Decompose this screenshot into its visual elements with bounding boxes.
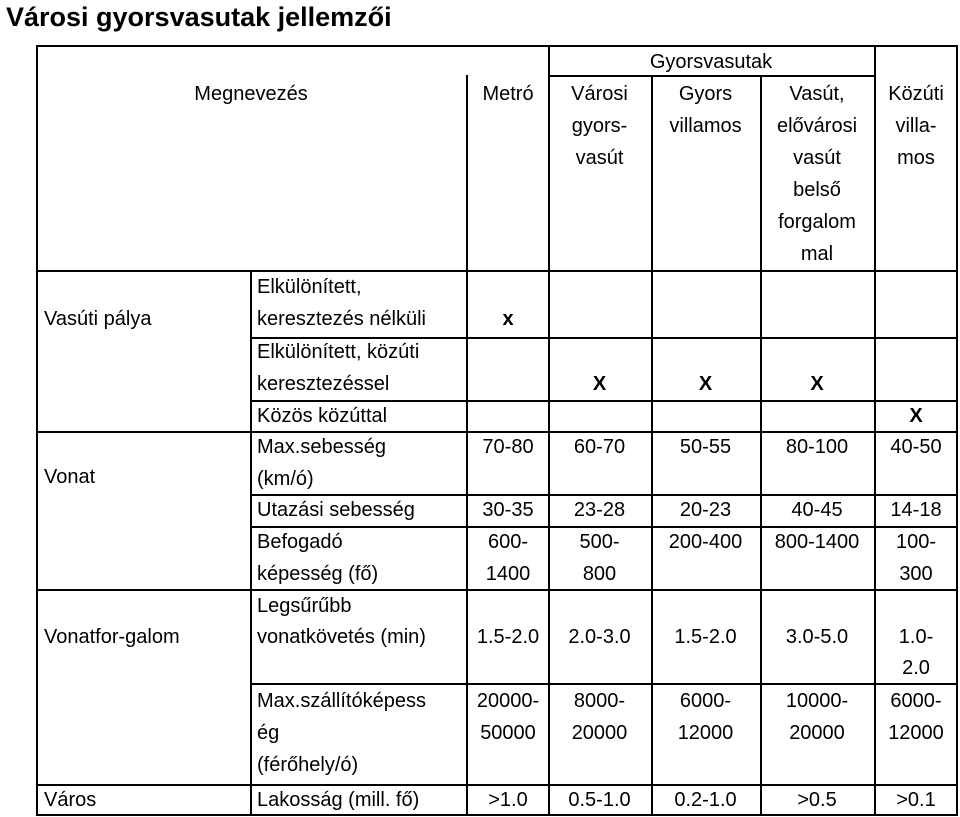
cell-value: >1.0 xyxy=(488,789,528,811)
cell-value: 20000- xyxy=(476,690,540,712)
cell-value: 6000- xyxy=(890,690,942,712)
row-label: keresztezéssel xyxy=(257,373,390,395)
cell-value: 8000- xyxy=(573,690,626,712)
rule xyxy=(250,526,956,528)
header-vasut: belső xyxy=(793,179,841,201)
cell-value: 200-400 xyxy=(668,531,743,553)
rule xyxy=(250,494,956,496)
cell-mark: X xyxy=(909,405,923,427)
rule xyxy=(250,683,956,685)
rule xyxy=(36,270,956,272)
row-label: (km/ó) xyxy=(257,468,314,490)
header-varosi: gyors- xyxy=(571,115,628,137)
cell-value: 3.0-5.0 xyxy=(785,626,849,648)
cell-value: 50000 xyxy=(480,722,536,744)
cell-value: 100- xyxy=(895,531,937,553)
cell-value: 23-28 xyxy=(573,499,626,521)
cell-mark: X xyxy=(698,373,713,395)
cell-value: 20000 xyxy=(571,722,628,744)
rule xyxy=(36,45,38,816)
rule xyxy=(250,270,252,816)
cell-value: >0.5 xyxy=(797,789,837,811)
cell-value: 80-100 xyxy=(785,436,849,458)
rule xyxy=(250,337,956,339)
group-vasuti-palya: Vasúti pálya xyxy=(44,308,152,330)
cell-value: 2.0 xyxy=(902,657,930,679)
cell-mark: X xyxy=(810,373,824,395)
group-vonat: Vonat xyxy=(44,466,96,488)
rule xyxy=(36,45,956,47)
rule xyxy=(250,400,956,402)
rule xyxy=(36,431,956,433)
row-label: képesség (fő) xyxy=(257,563,379,585)
header-gyors: Gyors xyxy=(678,83,733,105)
cell-value: 1.5-2.0 xyxy=(674,626,737,648)
header-kozuti: villa- xyxy=(895,115,937,137)
cell-value: 300 xyxy=(899,563,933,585)
row-label: Legsűrűbb xyxy=(257,595,352,617)
header-vasut: elővárosi xyxy=(776,115,858,137)
cell-value: 1.0- xyxy=(898,626,934,648)
cell-value: 50-55 xyxy=(679,436,732,458)
cell-value: 0.5-1.0 xyxy=(568,789,631,811)
row-label: Befogadó xyxy=(257,531,343,553)
cell-value: 800 xyxy=(582,563,617,585)
row-label: Közös közúttal xyxy=(257,405,388,427)
header-group: Gyorsvasutak xyxy=(649,51,773,73)
cell-value: 30-35 xyxy=(482,499,534,521)
rule xyxy=(36,784,956,786)
cell-value: 800-1400 xyxy=(774,531,860,553)
cell-value: 1.5-2.0 xyxy=(476,626,540,648)
cell-value: 40-50 xyxy=(890,436,942,458)
cell-value: 6000- xyxy=(679,690,732,712)
row-label: (férőhely/ó) xyxy=(257,754,359,776)
group-varos: Város xyxy=(44,789,97,811)
cell-value: 14-18 xyxy=(890,499,942,521)
row-label: vonatkövetés (min) xyxy=(257,626,426,648)
page-title: Városi gyorsvasutak jellemzői xyxy=(6,2,392,32)
cell-value: 20000 xyxy=(789,722,845,744)
cell-value: 500- xyxy=(579,531,620,553)
cell-value: 0.2-1.0 xyxy=(674,789,737,811)
row-label: Max.sebesség xyxy=(257,436,386,458)
cell-value: >0.1 xyxy=(896,789,936,811)
header-kozuti: Közúti xyxy=(888,83,944,105)
cell-value: 40-45 xyxy=(791,499,843,521)
cell-value: 60-70 xyxy=(573,436,626,458)
cell-value: 12000 xyxy=(677,722,734,744)
cell-mark: X xyxy=(592,373,607,395)
row-label: Elkülönített, xyxy=(257,276,362,298)
cell-value: 2.0-3.0 xyxy=(568,626,631,648)
row-label: Max.szállítóképess xyxy=(257,690,426,712)
row-label: Lakosság (mill. fő) xyxy=(257,789,420,811)
header-varosi: vasút xyxy=(575,147,624,169)
cell-value: 10000- xyxy=(785,690,849,712)
cell-value: 20-23 xyxy=(679,499,732,521)
row-label: ég xyxy=(257,722,280,744)
header-vasut: Vasút, xyxy=(789,83,845,105)
cell-value: 70-80 xyxy=(482,436,534,458)
rule xyxy=(36,814,956,816)
rule xyxy=(548,75,874,77)
header-vasut: vasút xyxy=(793,147,841,169)
cell-mark: x xyxy=(502,308,514,330)
header-name: Megnevezés xyxy=(194,83,308,105)
header-vasut: forgalom xyxy=(778,211,856,233)
header-kozuti: mos xyxy=(897,147,935,169)
cell-value: 600- xyxy=(487,531,529,553)
header-varosi: Városi xyxy=(571,83,628,105)
rule xyxy=(36,589,956,591)
header-metro: Metró xyxy=(482,83,534,105)
row-label: keresztezés nélküli xyxy=(257,308,426,330)
row-label: Elkülönített, közúti xyxy=(257,341,420,363)
header-gyors: villamos xyxy=(669,115,742,137)
cell-value: 12000 xyxy=(888,722,944,744)
group-vonatforgalom: Vonatfor-galom xyxy=(44,626,180,648)
row-label: Utazási sebesség xyxy=(257,499,415,521)
header-vasut: mal xyxy=(800,243,834,265)
cell-value: 1400 xyxy=(485,563,531,585)
